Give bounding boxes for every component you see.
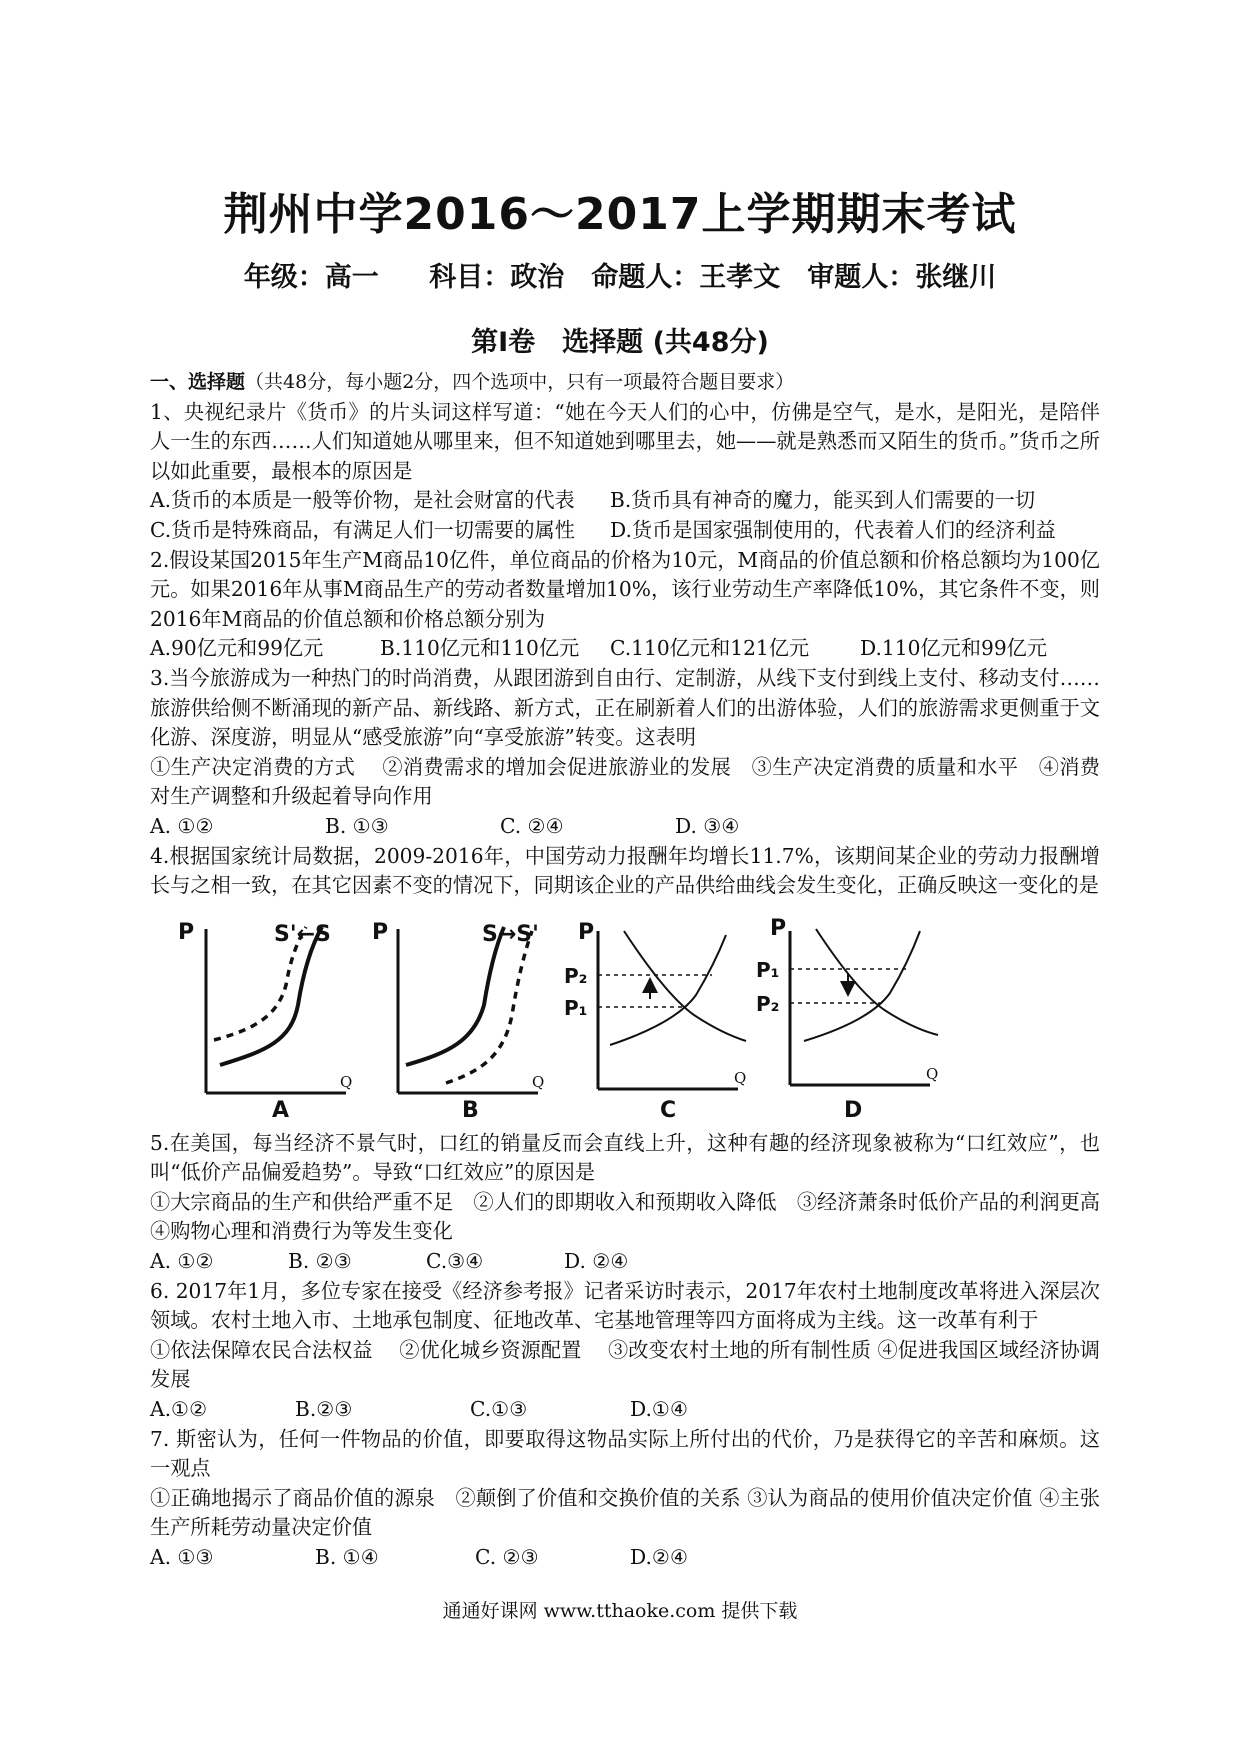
graph-d-demand-curve bbox=[816, 929, 938, 1035]
question-6-option-b: B.②③ bbox=[295, 1397, 353, 1422]
question-2-option-d: D.110亿元和99亿元 bbox=[860, 636, 1048, 661]
graph-a bbox=[178, 920, 352, 1123]
question-3-option-d: D. ③④ bbox=[675, 813, 740, 838]
question-6-stem: 6. 2017年1月，多位专家在接受《经济参考报》记者采访时表示，2017年农村土地制度改革将进入深层次领域。农村土地入市、土地承包制度、征地改革、宅基地管理等四方面将成为主线。这一改革有利于 bbox=[150, 1278, 1100, 1333]
graph-a-supply-curve bbox=[220, 927, 322, 1065]
question-1-stem: 1、央视纪录片《货币》的片头词这样写道：“她在今天人们的心中，仿佛是空气，是水，是阳光，是陪伴人一生的东西……人们知道她从哪里来，但不知道她到哪里去，她——就是熟悉而又陌生的货币。”货币之所以如此重要，最根本的原因是 bbox=[150, 399, 1100, 483]
graph-d bbox=[756, 916, 938, 1123]
question-3-option-c: C. ②④ bbox=[500, 813, 564, 838]
graph-b-q-label: Q bbox=[532, 1072, 545, 1091]
graph-b-shift-label: S→S' bbox=[482, 921, 539, 947]
graph-c-label: C bbox=[660, 1097, 677, 1123]
graph-b-p-label: P bbox=[372, 919, 389, 945]
graph-c-p1-label: P₁ bbox=[564, 995, 588, 1020]
question-3-items: ①生产决定消费的方式 ②消费需求的增加会促进旅游业的发展 ③生产决定消费的质量和水平 ④消费对生产调整和升级起着导向作用 bbox=[150, 754, 1100, 809]
section-heading bbox=[150, 368, 1100, 398]
graphs-svg bbox=[178, 905, 1066, 1123]
graph-c-demand-curve bbox=[624, 931, 746, 1041]
question-1-option-d: D.货币是国家强制使用的，代表着人们的经济利益 bbox=[610, 517, 1056, 542]
graph-b-label: B bbox=[462, 1097, 479, 1123]
question-6-items: ①依法保障农民合法权益 ②优化城乡资源配置 ③改变农村土地的所有制性质 ④促进我国区域经济协调发展 bbox=[150, 1337, 1100, 1392]
question-3-options bbox=[150, 812, 1100, 842]
question-1-option-b: B.货币具有神奇的魔力，能买到人们需要的一切 bbox=[610, 488, 1036, 513]
question-5-option-a: A. ①② bbox=[150, 1249, 214, 1274]
page-footer: 通通好课网 www.tthaoke.com 提供下载 bbox=[442, 1600, 798, 1622]
question-1-options-row1 bbox=[150, 486, 1100, 516]
graph-a-p-label: P bbox=[178, 919, 195, 945]
question-2-option-c: C.110亿元和121亿元 bbox=[610, 636, 810, 661]
question-7-stem: 7. 斯密认为，任何一件物品的价值，即要取得这物品实际上所付出的代价，乃是获得它的辛苦和麻烦。这一观点 bbox=[150, 1426, 1100, 1481]
graph-a-label: A bbox=[272, 1097, 290, 1123]
question-7-option-d: D.②④ bbox=[630, 1545, 689, 1569]
graph-c-p-label: P bbox=[578, 919, 595, 945]
graph-d-p1-label: P₁ bbox=[756, 957, 780, 982]
exam-subtitle: 年级：高一 科目：政治 命题人：王孝文 审题人：张继川 bbox=[243, 262, 997, 293]
question-3-option-a: A. ①② bbox=[150, 813, 214, 838]
question-6-options bbox=[150, 1395, 1100, 1425]
exam-content bbox=[150, 368, 1121, 1573]
question-5-options bbox=[150, 1247, 1100, 1277]
question-2-options bbox=[150, 634, 1100, 664]
graph-a-shift-label: S'←S bbox=[274, 921, 331, 947]
graph-d-q-label: Q bbox=[926, 1064, 939, 1083]
graph-c-q-label: Q bbox=[734, 1068, 747, 1087]
graph-b-shifted-curve bbox=[446, 931, 532, 1083]
exam-title: 荆州中学2016～2017上学期期末考试 bbox=[223, 189, 1017, 240]
question-1-option-a: A.货币的本质是一般等价物，是社会财富的代表 bbox=[150, 488, 575, 513]
question-6-option-a: A.①② bbox=[150, 1397, 208, 1422]
question-5-option-c: C.③④ bbox=[426, 1249, 484, 1274]
part-heading: 第Ⅰ卷 选择题 (共48分) bbox=[471, 327, 769, 358]
question-5-stem: 5.在美国，每当经济不景气时，口红的销量反而会直线上升，这种有趣的经济现象被称为“口红效应”，也叫“低价产品偏爱趋势”。导致“口红效应”的原因是 bbox=[150, 1130, 1100, 1185]
question-7-option-b: B. ①④ bbox=[315, 1545, 379, 1569]
graph-b bbox=[372, 920, 544, 1123]
question-1-options-row2 bbox=[150, 516, 1100, 546]
question-1-option-c: C.货币是特殊商品，有满足人们一切需要的属性 bbox=[150, 517, 575, 542]
question-5-option-b: B. ②③ bbox=[288, 1249, 352, 1274]
graph-d-p-label: P bbox=[770, 915, 787, 941]
question-6-option-d: D.①④ bbox=[630, 1397, 689, 1422]
graph-a-q-label: Q bbox=[340, 1072, 353, 1091]
question-2-option-a: A.90亿元和99亿元 bbox=[150, 636, 324, 661]
graph-d-label: D bbox=[844, 1097, 863, 1123]
question-5-items: ①大宗商品的生产和供给严重不足 ②人们的即期收入和预期收入降低 ③经济萧条时低价产品的利润更高 ④购物心理和消费行为等发生变化 bbox=[150, 1189, 1121, 1244]
graph-b-supply-curve bbox=[406, 927, 504, 1065]
question-7-items: ①正确地揭示了商品价值的源泉 ②颠倒了价值和交换价值的关系 ③认为商品的使用价值决定价值 ④主张生产所耗劳动量决定价值 bbox=[150, 1485, 1100, 1540]
graph-c-p2-label: P₂ bbox=[564, 963, 588, 988]
graph-d-supply-curve bbox=[804, 931, 920, 1041]
question-5-option-d: D. ②④ bbox=[564, 1249, 629, 1274]
section-title: 一、选择题 bbox=[150, 371, 246, 393]
section-note: （共48分，每小题2分，四个选项中，只有一项最符合题目要求） bbox=[245, 371, 795, 393]
question-2-stem: 2.假设某国2015年生产M商品10亿件，单位商品的价格为10元，M商品的价值总额和价格总额均为100亿元。如果2016年从事M商品生产的劳动者数量增加10%，该行业劳动生产率降低10%，其它条件不变，则2016年M商品的价值总额和价格总额分别为 bbox=[150, 547, 1100, 631]
question-3-stem: 3.当今旅游成为一种热门的时尚消费，从跟团游到自由行、定制游，从线下支付到线上支付、移动支付……旅游供给侧不断涌现的新产品、新线路、新方式，正在刷新着人们的出游体验，人们的旅游需求更侧重于文化游、深度游，明显从“感受旅游”向“享受旅游”转变。这表明 bbox=[150, 665, 1100, 750]
question-6-option-c: C.①③ bbox=[470, 1397, 528, 1422]
question-7-option-a: A. ①③ bbox=[150, 1545, 214, 1569]
question-2-option-b: B.110亿元和110亿元 bbox=[380, 636, 580, 661]
graph-d-p2-label: P₂ bbox=[756, 991, 780, 1016]
question-4-stem: 4.根据国家统计局数据，2009-2016年，中国劳动力报酬年均增长11.7%，该期间某企业的劳动力报酬增长与之相一致，在其它因素不变的情况下，同期该企业的产品供给曲线会发生变化，正确反映这一变化的是 bbox=[150, 843, 1100, 898]
supply-curve-graphs bbox=[150, 905, 1100, 1121]
question-7-option-c: C. ②③ bbox=[475, 1545, 539, 1569]
graph-c bbox=[564, 920, 746, 1123]
question-3-option-b: B. ①③ bbox=[325, 813, 389, 838]
question-7-options bbox=[150, 1543, 1100, 1573]
